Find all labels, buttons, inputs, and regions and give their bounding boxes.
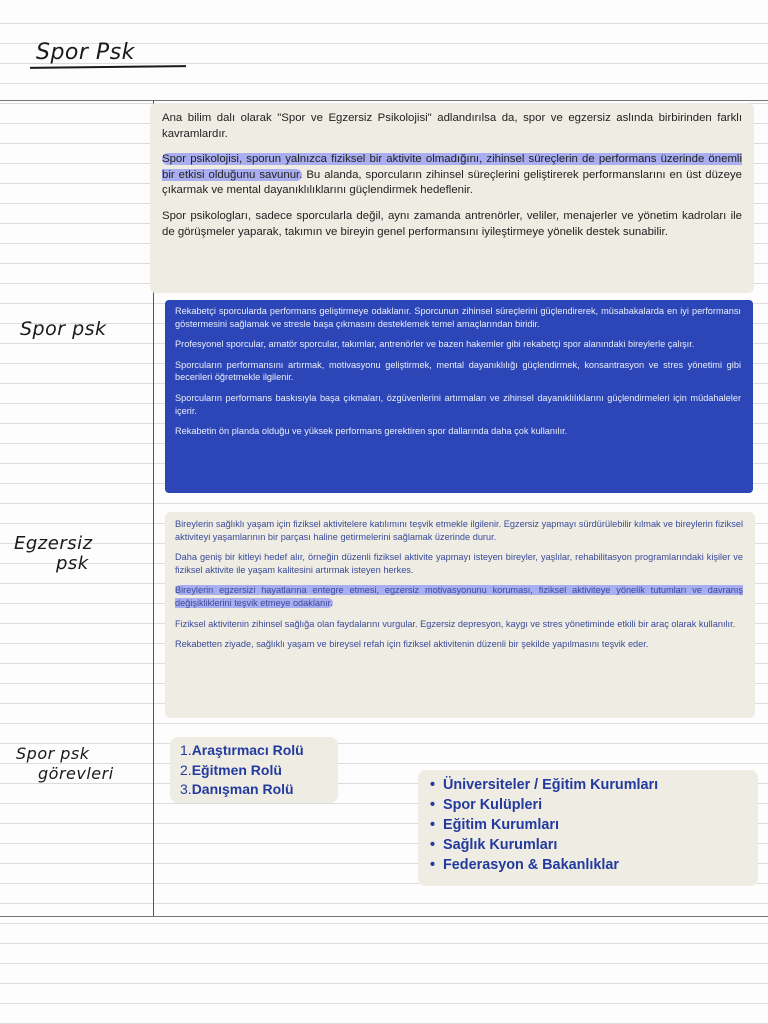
egzersiz-paragraph-3 [175,584,743,609]
bullet: • [430,857,436,873]
bullet: • [430,797,436,813]
egzersiz-paragraph-4: Fiziksel aktivitenin zihinsel sağlığa olan faydalarını vurgular. Egzersiz depresyon, kaygı ve stres yönetiminde etkili bir araç olarak kullanılır. [175,618,736,629]
egzersiz-psk-block [165,512,755,718]
spor-psk-paragraph: Profesyonel sporcular, amatör sporcular, takımlar, antrenörler ve bazen hakemler gibi rekabetçi spor alanındaki bireylerle çalışır. [175,339,695,350]
margin-label-spor-psk: Spor psk [20,318,107,340]
list-item: • Federasyon & Bakanlıklar [430,857,619,873]
title-underline [30,65,186,69]
intro-paragraph-2 [162,152,742,199]
margin-label-egzersiz-psk [14,534,114,574]
list-item: 2.Eğitmen Rolü [180,761,282,778]
intro-paragraph-2-rest: Bu alanda, sporcuların zihinsel süreçlerini geliştirerek performanslarını en üst düzeye çıkarmak ve mental dayanıklılıklarını güçlendirmek hedeflenir. [162,168,742,197]
list-item: • Eğitim Kurumları [430,817,559,833]
highlighted-text: Bireylerin egzersizi hayatlarına entegre etmesi, egzersiz motivasyonunu koruması, fiziksel aktiviteye yönelik tutumları ve davranış değişikliklerini teşvik etmeye odaklanır. [175,585,743,608]
highlighted-text: Spor psikolojisi, sporun yalnızca fiziksel bir aktivite olmadığını, zihinsel süreçlerin de performans üzerinde önemli bir etkisi olduğunu savunur. [162,153,742,181]
egzersiz-paragraph-2: Daha geniş bir kitleyi hedef alır, örneğin düzenli fiziksel aktivite yapmayı isteyen bireyler, yaşlılar, rehabilitasyon programlarındaki kişiler ve fiziksel aktivite ile yaşam kalitesini artırmak isteyen herkes. [175,552,743,575]
bullet: • [430,817,436,833]
spor-psk-paragraph: Sporcuların performans baskısıyla başa çıkmaları, özgüvenlerini artırmaları ve zihinsel dayanıklılıklarını güçlendirmeleri için müdahaleler içerir. [175,392,741,416]
list-item: • Spor Kulüpleri [430,797,543,813]
egzersiz-paragraph-1: Bireylerin sağlıklı yaşam için fiziksel aktivitelere katılımını teşvik etmekle ilgilenir. Egzersiz yapmayı sürdürülebilir kılmak ve bireylerin fiziksel aktiviteyi yaşamlarının bir parçası haline getirmelerini sağlamak üzerinde durur. [175,519,743,542]
margin-label-gorevleri [16,744,126,784]
spor-psk-paragraph: Rekabetin ön planda olduğu ve yüksek performans gerektiren spor dallarında daha çok kullanılır. [175,426,568,437]
institutions-list [418,770,758,886]
list-item: 1.Araştırmacı Rolü [180,742,304,758]
top-rule [0,100,768,101]
roles-list [170,737,338,803]
bottom-rule [0,916,768,917]
bullet: • [430,777,436,793]
margin-label-gorevleri-line2: görevleri [38,764,114,783]
intro-paragraph-3: Spor psikologları, sadece sporcularla değil, aynı zamanda antrenörler, veliler, menajerler ve yönetim kadroları ile de görüşmeler yaparak, takımın ve bireyin genel performansını iyileştirmeye yönelik destek sunabilir. [162,209,742,238]
spor-psk-paragraph: Sporcuların performansını artırmak, motivasyonu geliştirmek, mental dayanıklılığı güçlendirmek, konsantrasyon ve stres yönetimi gibi becerileri öğretmekle ilgilenir. [175,359,741,383]
egzersiz-paragraph-5: Rekabetten ziyade, sağlıklı yaşam ve bireysel refah için fiziksel aktivitenin düzenli bir şekilde yapılmasını teşvik eder. [175,639,649,650]
bullet: • [430,837,436,853]
spor-psk-block [165,300,753,493]
spor-psk-paragraph: Rekabetçi sporcularda performans geliştirmeye odaklanır. Sporcunun zihinsel süreçlerini güçlendirerek, müsabakalarda en iyi performansı göstermesini sağlamak ve stresle başa çıkmasını desteklemek temel amaçlarından biridir. [175,306,741,329]
intro-block [150,103,754,293]
page-title: Spor Psk [36,40,135,65]
margin-label-egzersiz-line1: Egzersiz [14,533,93,554]
margin-label-gorevleri-line1: Spor psk [16,744,90,763]
list-item: • Üniversiteler / Eğitim Kurumları [430,777,659,793]
list-item: • Sağlık Kurumları [430,837,558,853]
list-item: 3.Danışman Rolü [180,781,294,797]
intro-paragraph-1: Ana bilim dalı olarak "Spor ve Egzersiz Psikolojisi" adlandırılsa da, spor ve egzersiz aslında birbirinden farklı kavramlardır. [162,112,742,140]
margin-label-egzersiz-line2: psk [56,553,89,574]
